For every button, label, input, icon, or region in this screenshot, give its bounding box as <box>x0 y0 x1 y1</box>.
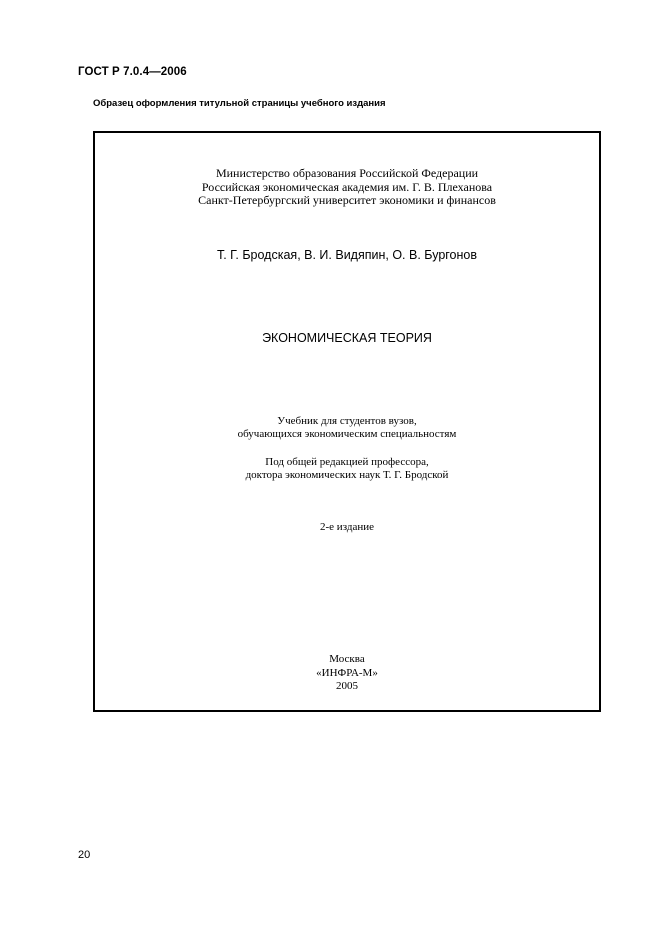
institution-line: Санкт-Петербургский университет экономики и финансов <box>198 193 496 208</box>
document-header: ГОСТ Р 7.0.4—2006 <box>78 66 187 78</box>
purpose-line: Учебник для студентов вузов, <box>277 415 417 427</box>
editor-line: доктора экономических наук Т. Г. Бродской <box>245 469 449 481</box>
imprint-city: Москва <box>329 653 365 665</box>
purpose-block <box>95 415 599 441</box>
imprint-year: 2005 <box>336 680 358 692</box>
edition: 2-е издание <box>320 521 374 533</box>
book-title: ЭКОНОМИЧЕСКАЯ ТЕОРИЯ <box>262 331 432 345</box>
institution-line: Министерство образования Российской Федерации <box>215 166 479 180</box>
purpose-line: обучающихся экономическим специальностям <box>237 428 457 440</box>
imprint-publisher: «ИНФРА-М» <box>316 666 378 679</box>
editor-block <box>95 456 599 482</box>
institutions-block <box>95 167 599 208</box>
imprint-block <box>95 653 599 694</box>
authors: Т. Г. Бродская, В. И. Видяпин, О. В. Бургонов <box>216 248 478 262</box>
institution-line: Российская экономическая академия им. Г. В. Плеханова <box>201 179 493 194</box>
editor-line: Под общей редакцией профессора, <box>265 456 429 468</box>
page-number: 20 <box>78 849 91 861</box>
title-page-sample-frame <box>93 131 601 712</box>
figure-caption: Образец оформления титульной страницы учебного издания <box>93 98 386 109</box>
